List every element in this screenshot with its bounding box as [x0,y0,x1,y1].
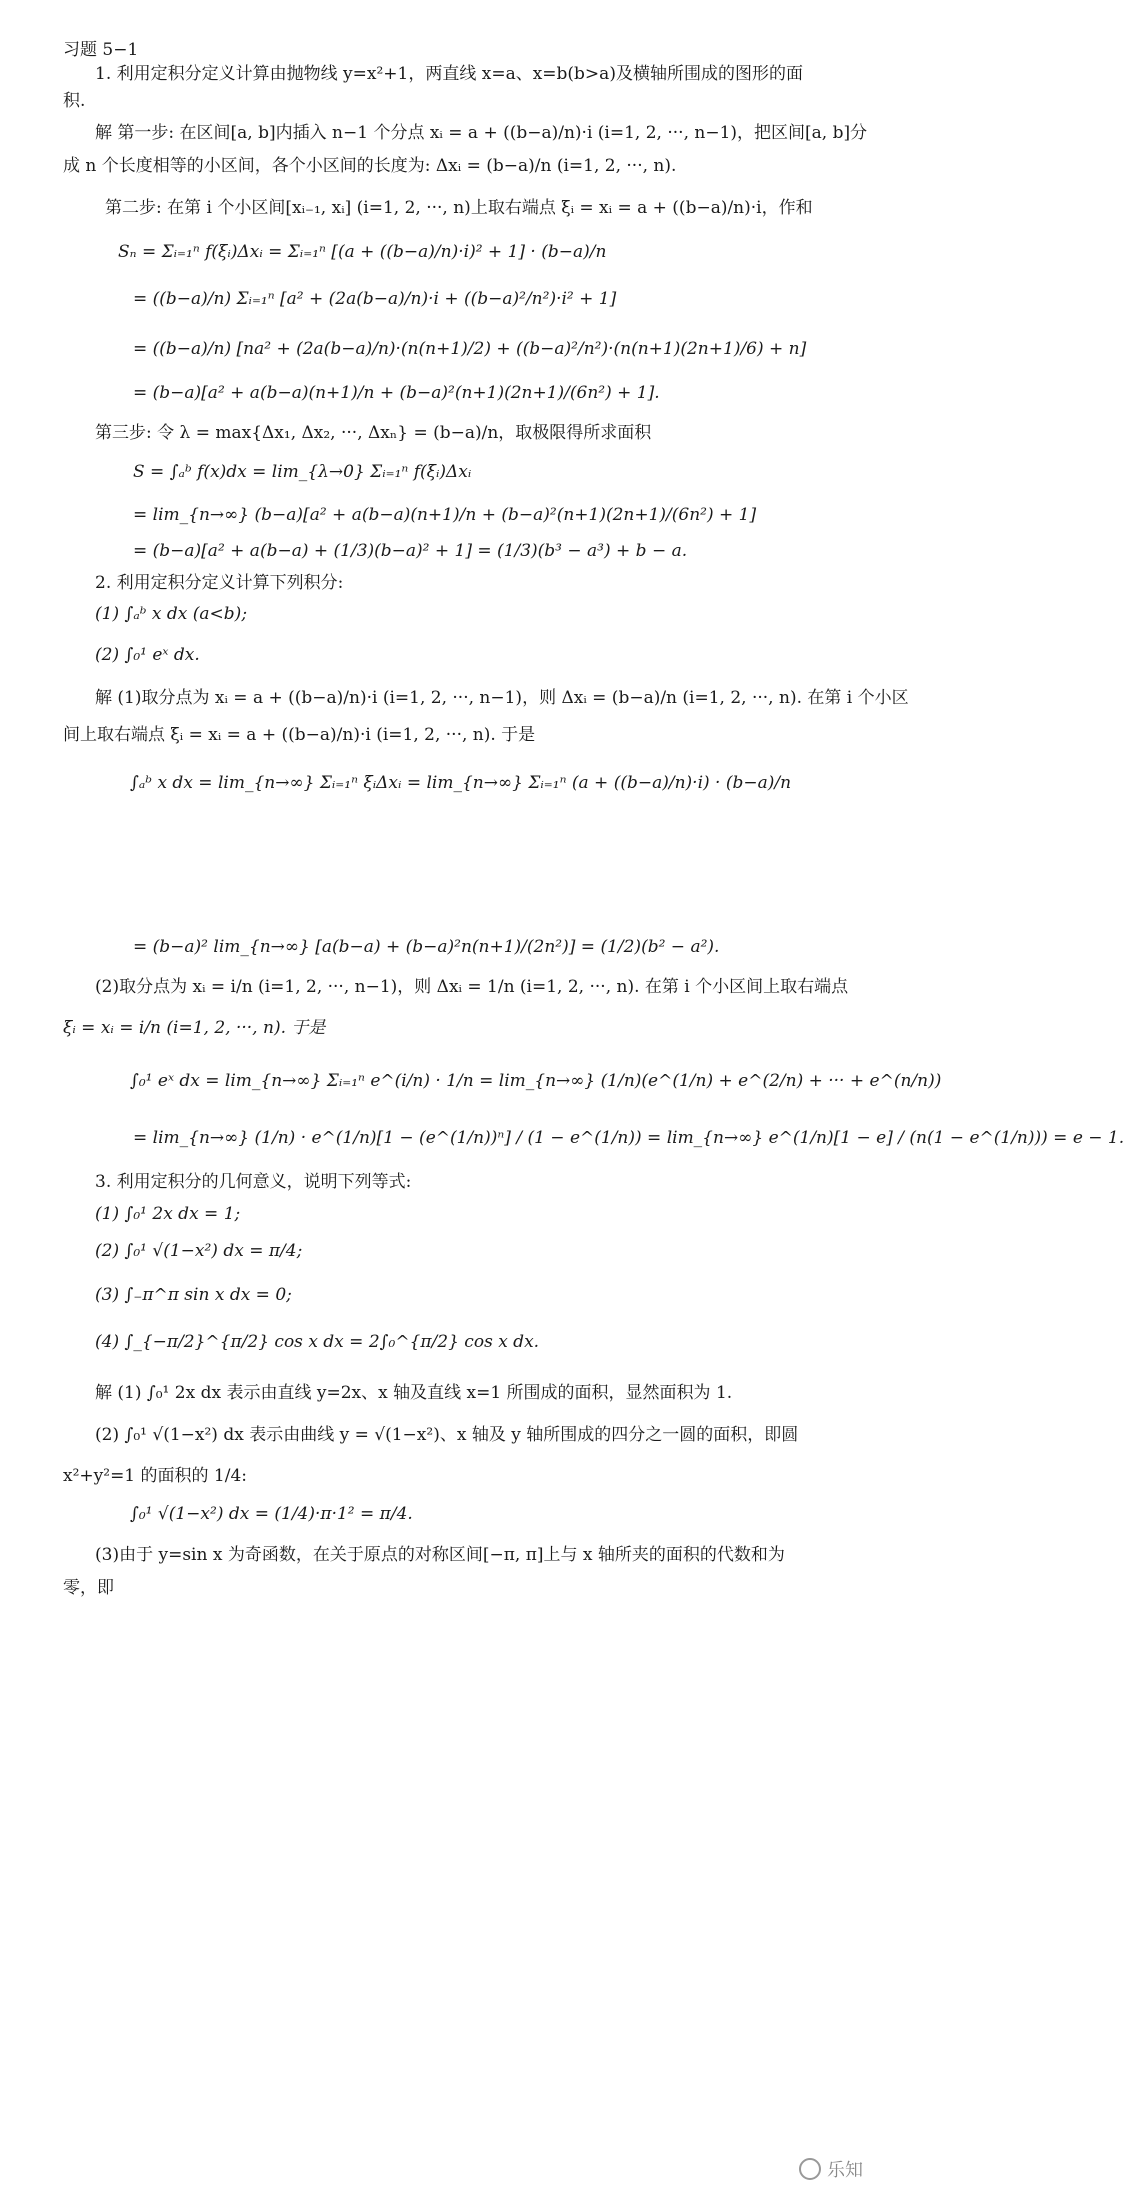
problem-2-line: 2. 利用定积分定义计算下列积分: [95,573,344,593]
solution-1-step-1-line-2: 成 n 个长度相等的小区间，各个小区间的长度为: Δxᵢ = (b−a)/n (i=1, 2, ···, n). [63,156,677,176]
equation-x-integral: ∫ₐᵇ x dx = lim_{n→∞} Σᵢ₌₁ⁿ ξᵢΔxᵢ = lim_{n→∞} Σᵢ₌₁ⁿ (a + ((b−a)/n)·i) · (b−a)/n [130,773,792,793]
problem-2-part-2: (2) ∫₀¹ eˣ dx. [95,645,200,665]
solution-2-1-line-1: 解 (1)取分点为 xᵢ = a + ((b−a)/n)·i (i=1, 2, ···, n−1)，则 Δxᵢ = (b−a)/n (i=1, 2, ···, n). 在第 i 个小区 [95,688,909,708]
solution-1-step-2-line: 第二步: 在第 i 个小区间[xᵢ₋₁, xᵢ] (i=1, 2, ···, n)上取右端点 ξᵢ = xᵢ = a + ((b−a)/n)·i，作和 [105,198,813,218]
problem-3-part-4: (4) ∫_{−π/2}^{π/2} cos x dx = 2∫₀^{π/2} cos x dx. [95,1332,540,1352]
watermark [799,2156,863,2182]
solution-3-2-line-2: x²+y²=1 的面积的 1/4: [63,1466,248,1486]
equation-sn-expand: = ((b−a)/n) Σᵢ₌₁ⁿ [a² + (2a(b−a)/n)·i + ((b−a)²/n²)·i² + 1] [133,289,617,309]
equation-quarter-circle: ∫₀¹ √(1−x²) dx = (1/4)·π·1² = π/4. [130,1504,413,1524]
solution-3-3-line-1: (3)由于 y=sin x 为奇函数，在关于原点的对称区间[−π, π]上与 x 轴所夹的面积的代数和为 [95,1545,785,1565]
chat-bubble-icon [799,2158,821,2180]
equation-exp-integral: ∫₀¹ eˣ dx = lim_{n→∞} Σᵢ₌₁ⁿ e^(i/n) · 1/n = lim_{n→∞} (1/n)(e^(1/n) + e^(2/n) + ··· + e^(n/n)) [130,1071,942,1091]
problem-1-line-1: 1. 利用定积分定义计算由抛物线 y=x²+1，两直线 x=a、x=b(b>a)及横轴所围成的图形的面 [95,64,803,84]
solution-2-2-line-2: ξᵢ = xᵢ = i/n (i=1, 2, ···, n). 于是 [63,1018,326,1038]
watermark-text: 乐知 [827,2160,863,2181]
problem-2-part-1: (1) ∫ₐᵇ x dx (a<b); [95,604,248,624]
problem-3-part-1: (1) ∫₀¹ 2x dx = 1; [95,1204,241,1224]
equation-x-integral-result: = (b−a)² lim_{n→∞} [a(b−a) + (b−a)²n(n+1)/(2n²)] = (1/2)(b² − a²). [133,937,720,957]
problem-1-line-2: 积. [63,91,86,111]
solution-1-step-1-line-1: 解 第一步: 在区间[a, b]内插入 n−1 个分点 xᵢ = a + ((b−a)/n)·i (i=1, 2, ···, n−1)，把区间[a, b]分 [95,123,868,143]
equation-area-limit: S = ∫ₐᵇ f(x)dx = lim_{λ→0} Σᵢ₌₁ⁿ f(ξᵢ)Δxᵢ [133,462,472,482]
equation-sn-definition: Sₙ = Σᵢ₌₁ⁿ f(ξᵢ)Δxᵢ = Σᵢ₌₁ⁿ [(a + ((b−a)/n)·i)² + 1] · (b−a)/n [118,242,607,262]
problem-3-line: 3. 利用定积分的几何意义，说明下列等式: [95,1172,412,1192]
problem-3-part-3: (3) ∫₋π^π sin x dx = 0; [95,1285,292,1305]
solution-1-step-3-line: 第三步: 令 λ = max{Δx₁, Δx₂, ···, Δxₙ} = (b−a)/n，取极限得所求面积 [95,423,652,443]
equation-sn-sum: = ((b−a)/n) [na² + (2a(b−a)/n)·(n(n+1)/2) + ((b−a)²/n²)·(n(n+1)(2n+1)/6) + n] [133,339,807,359]
section-title: 习题 5−1 [63,40,139,60]
equation-area-result: = (b−a)[a² + a(b−a) + (1/3)(b−a)² + 1] = (1/3)(b³ − a³) + b − a. [133,541,688,561]
solution-3-1-line: 解 (1) ∫₀¹ 2x dx 表示由直线 y=2x、x 轴及直线 x=1 所围成的面积，显然面积为 1. [95,1383,733,1403]
equation-sn-result: = (b−a)[a² + a(b−a)(n+1)/n + (b−a)²(n+1)(2n+1)/(6n²) + 1]. [133,383,660,403]
solution-3-3-line-2: 零，即 [63,1578,114,1598]
solution-2-1-line-2: 间上取右端点 ξᵢ = xᵢ = a + ((b−a)/n)·i (i=1, 2, ···, n). 于是 [63,725,536,745]
problem-3-part-2: (2) ∫₀¹ √(1−x²) dx = π/4; [95,1241,303,1261]
solution-3-2-line-1: (2) ∫₀¹ √(1−x²) dx 表示由曲线 y = √(1−x²)、x 轴及 y 轴所围成的四分之一圆的面积，即圆 [95,1425,799,1445]
solution-2-2-line-1: (2)取分点为 xᵢ = i/n (i=1, 2, ···, n−1)，则 Δxᵢ = 1/n (i=1, 2, ···, n). 在第 i 个小区间上取右端点 [95,977,849,997]
equation-exp-integral-result: = lim_{n→∞} (1/n) · e^(1/n)[1 − (e^(1/n))ⁿ] / (1 − e^(1/n)) = lim_{n→∞} e^(1/n)[1 − e] / (n(1 − e^(1/n))) = e − 1. [133,1128,1124,1148]
equation-area-limit-expand: = lim_{n→∞} (b−a)[a² + a(b−a)(n+1)/n + (b−a)²(n+1)(2n+1)/(6n²) + 1] [133,505,757,525]
